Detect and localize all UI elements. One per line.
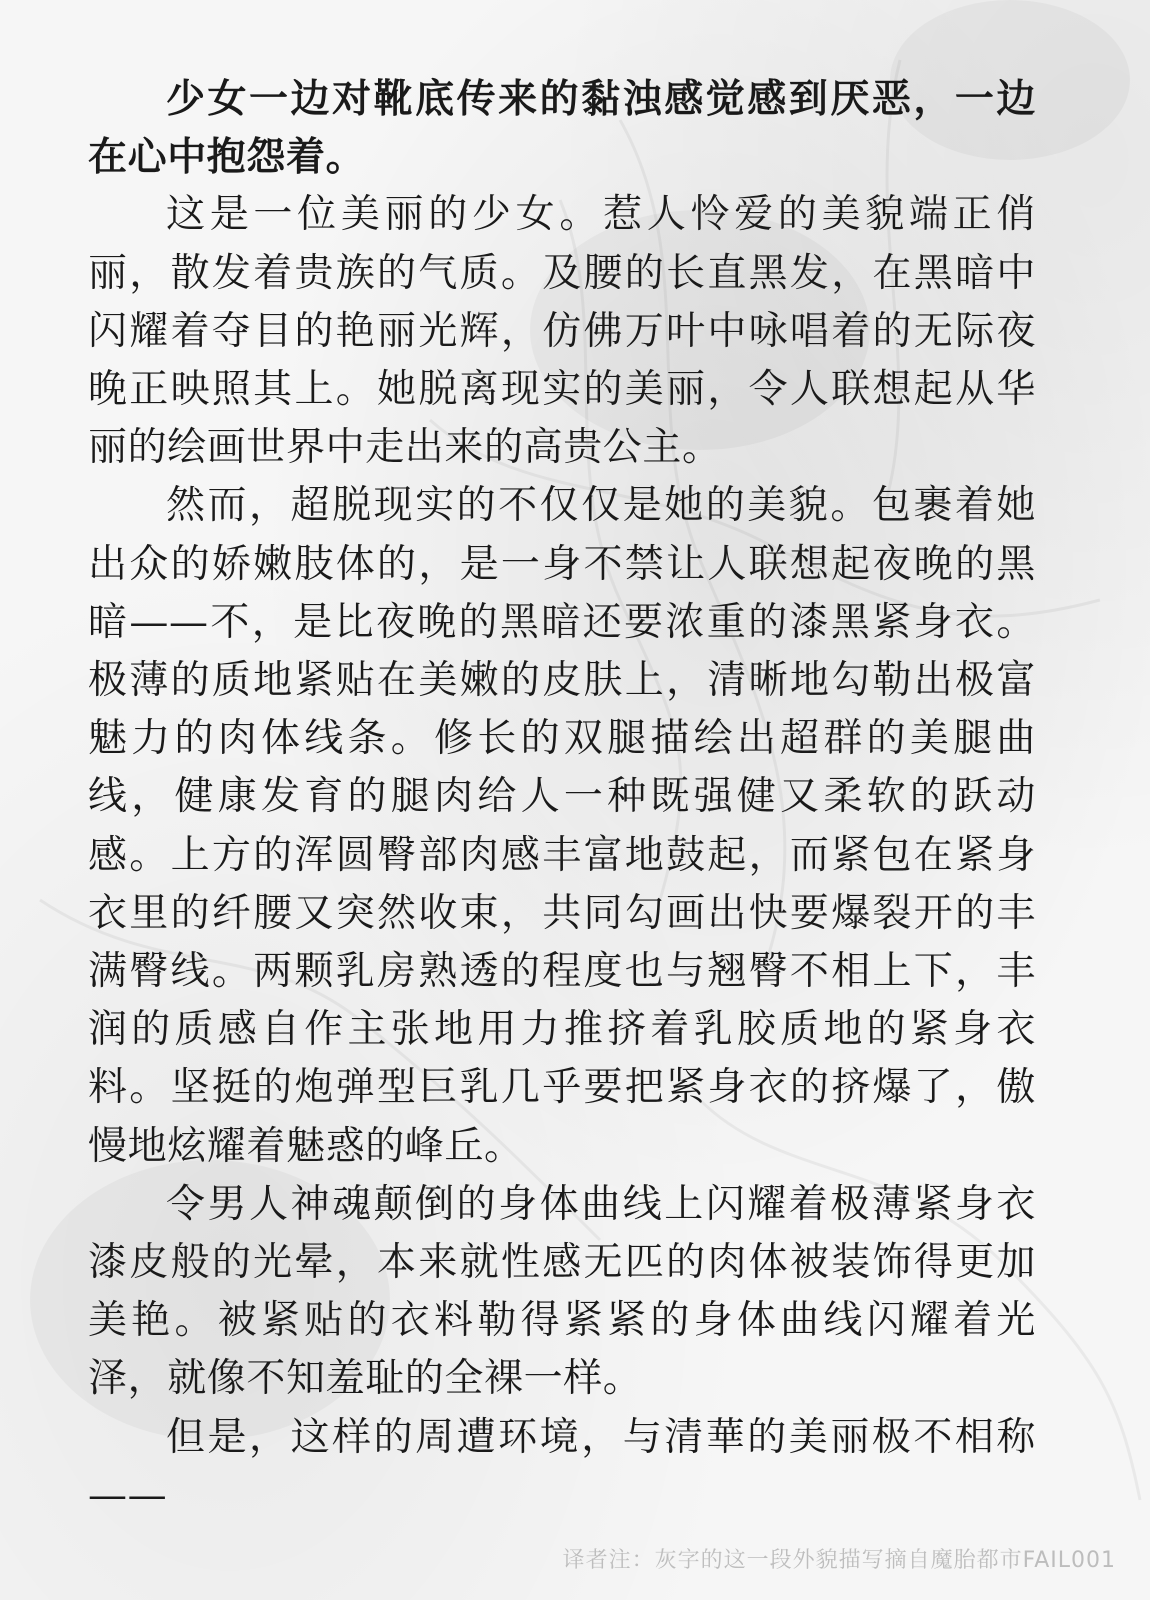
paragraph-4: 令男人神魂颠倒的身体曲线上闪耀着极薄紧身衣漆皮般的光晕，本来就性感无匹的肉体被装饰得更加美艳。被紧贴的衣料勒得紧紧的身体曲线闪耀着光泽，就像不知羞耻的全裸一样。 <box>88 1181 1036 1402</box>
paragraph-2: 这是一位美丽的少女。惹人怜爱的美貌端正俏丽，散发着贵族的气质。及腰的长直黑发，在黑暗中闪耀着夺目的艳丽光辉，仿佛万叶中咏唱着的无际夜晚正映照其上。她脱离现实的美丽，令人联想起从华丽的绘画世界中走出来的高贵公主。 <box>88 192 1036 471</box>
translator-note: 译者注：灰字的这一段外貌描写摘自魔胎都市FAIL001 <box>562 1548 1116 1573</box>
paragraph-1: 少女一边对靴底传来的黏浊感觉感到厌恶，一边在心中抱怨着。 <box>88 76 1036 181</box>
paragraph-5: 但是，这样的周遭环境，与清華的美丽极不相称—— <box>88 1414 1036 1518</box>
body-text <box>88 70 1036 1525</box>
paragraph-3: 然而，超脱现实的不仅仅是她的美貌。包裹着她出众的娇嫩肢体的，是一身不禁让人联想起夜晚的黑暗——不，是比夜晚的黑暗还要浓重的漆黑紧身衣。极薄的质地紧贴在美嫩的皮肤上，清晰地勾勒出极富魅力的肉体线条。修长的双腿描绘出超群的美腿曲线，健康发育的腿肉给人一种既强健又柔软的跃动感。上方的浑圆臀部肉感丰富地鼓起，而紧包在紧身衣里的纤腰又突然收束，共同勾画出快要爆裂开的丰满臀线。两颗乳房熟透的程度也与翘臀不相上下，丰润的质感自作主张地用力推挤着乳胶质地的紧身衣料。坚挺的炮弹型巨乳几乎要把紧身衣的挤爆了，傲慢地炫耀着魅惑的峰丘。 <box>88 483 1036 1169</box>
